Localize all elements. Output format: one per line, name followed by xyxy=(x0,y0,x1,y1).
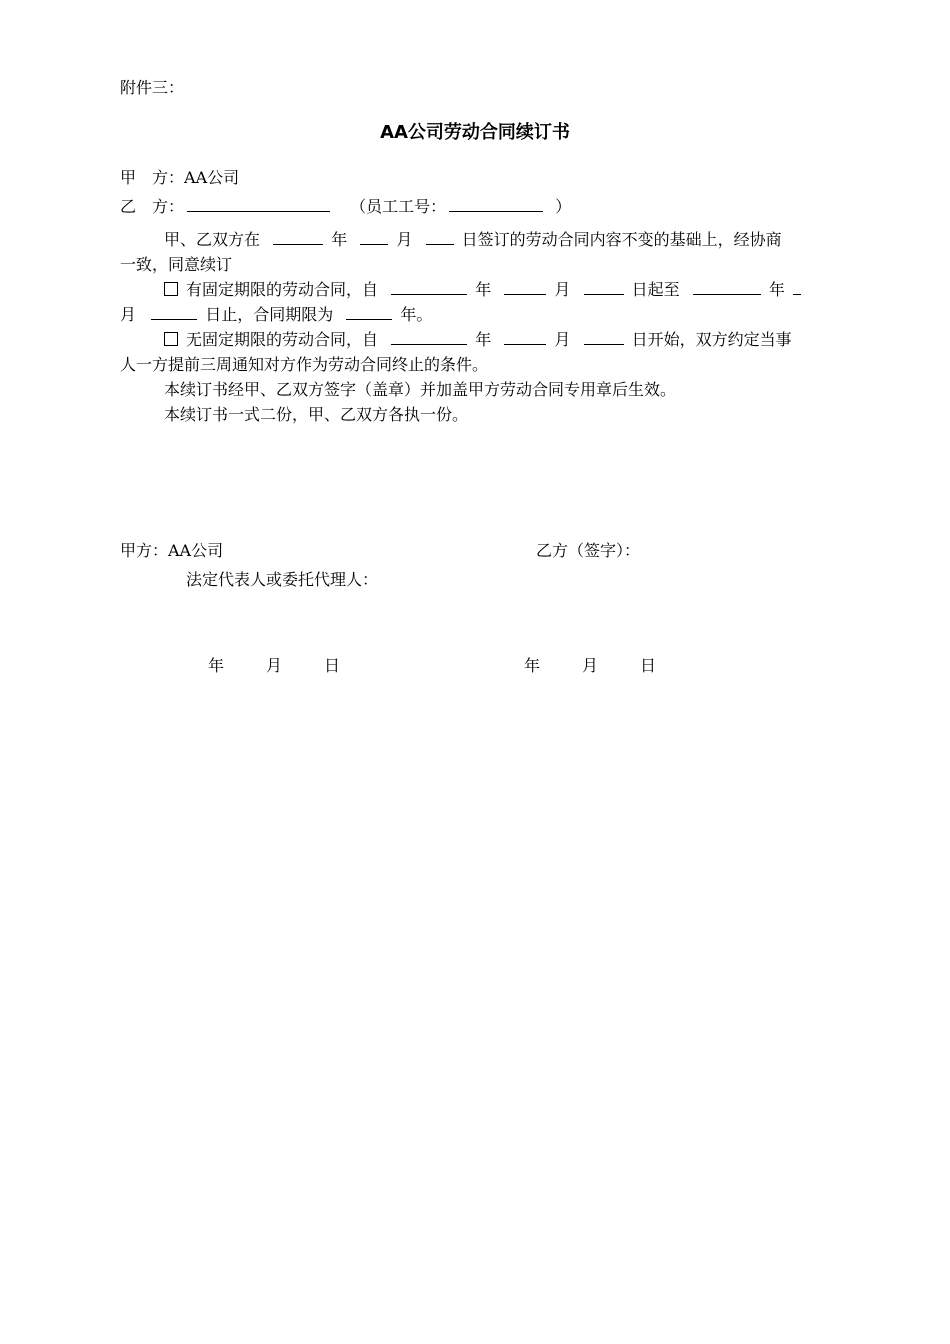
fixed-text-6: 月 xyxy=(120,305,137,324)
party-a-month-label: 月 xyxy=(266,656,283,675)
intro-line xyxy=(164,230,782,249)
party-b-line xyxy=(120,197,571,216)
fixed-text-7: 日止，合同期限为 xyxy=(205,305,334,324)
fixed-start-month-field[interactable] xyxy=(504,280,546,295)
party-a-year-label: 年 xyxy=(208,656,225,675)
fixed-text-5: 年 xyxy=(768,280,785,299)
open-start-year-field[interactable] xyxy=(391,330,467,345)
intro-continuation: 一致，同意续订 xyxy=(120,255,233,274)
document-title: AA公司劳动合同续订书 xyxy=(380,122,570,143)
fixed-term-continuation xyxy=(120,305,432,324)
fixed-duration-field[interactable] xyxy=(346,305,392,320)
fixed-text-8: 年。 xyxy=(400,305,433,324)
intro-text-4: 日签订的劳动合同内容不变的基础上，经协商 xyxy=(461,230,782,249)
party-a-label: 甲 方： xyxy=(120,168,185,187)
fixed-text-4: 日起至 xyxy=(631,280,680,299)
intro-text-3: 月 xyxy=(396,230,413,249)
open-term-checkbox[interactable] xyxy=(164,332,178,346)
representative-label: 法定代表人或委托代理人： xyxy=(186,570,379,589)
fixed-term-checkbox[interactable] xyxy=(164,282,178,296)
open-start-month-field[interactable] xyxy=(504,330,546,345)
intro-text-1: 甲、乙双方在 xyxy=(164,230,261,249)
fixed-end-month-field-start[interactable] xyxy=(793,280,801,295)
intro-text-2: 年 xyxy=(331,230,348,249)
fixed-term-line xyxy=(164,280,804,299)
open-start-day-field[interactable] xyxy=(584,330,624,345)
sign-day-field[interactable] xyxy=(426,230,454,245)
open-text-1: 无固定期限的劳动合同，自 xyxy=(186,330,379,349)
party-b-month-label: 月 xyxy=(582,656,599,675)
open-term-continuation: 人一方提前三周通知对方作为劳动合同终止的条件。 xyxy=(120,355,489,374)
party-b-label: 乙 方： xyxy=(120,197,185,216)
fixed-text-2: 年 xyxy=(475,280,492,299)
party-a-signature-label: 甲方：AA公司 xyxy=(120,541,224,560)
effect-clause: 本续订书经甲、乙双方签字（盖章）并加盖甲方劳动合同专用章后生效。 xyxy=(164,380,677,399)
sign-year-field[interactable] xyxy=(273,230,323,245)
fixed-end-year-field[interactable] xyxy=(693,280,761,295)
open-text-4: 日开始，双方约定当事 xyxy=(631,330,792,349)
open-text-3: 月 xyxy=(554,330,571,349)
fixed-text-3: 月 xyxy=(554,280,571,299)
attachment-label: 附件三： xyxy=(120,78,185,97)
open-term-line xyxy=(164,330,792,349)
fixed-start-year-field[interactable] xyxy=(391,280,467,295)
party-b-day-label: 日 xyxy=(640,656,657,675)
open-text-2: 年 xyxy=(475,330,492,349)
party-a-value: AA公司 xyxy=(184,168,240,187)
party-a-line xyxy=(120,168,239,187)
employee-no-open: （员工工号： xyxy=(350,197,447,216)
party-b-year-label: 年 xyxy=(524,656,541,675)
fixed-end-day-field[interactable] xyxy=(151,305,197,320)
copies-clause: 本续订书一式二份，甲、乙双方各执一份。 xyxy=(164,405,469,424)
fixed-text-1: 有固定期限的劳动合同，自 xyxy=(186,280,379,299)
sign-month-field[interactable] xyxy=(360,230,388,245)
fixed-start-day-field[interactable] xyxy=(584,280,624,295)
party-b-signature-label: 乙方（签字）： xyxy=(536,541,641,560)
employee-no-field[interactable] xyxy=(449,197,543,212)
party-a-day-label: 日 xyxy=(324,656,341,675)
party-b-name-field[interactable] xyxy=(187,197,330,212)
employee-no-close: ） xyxy=(555,197,572,216)
